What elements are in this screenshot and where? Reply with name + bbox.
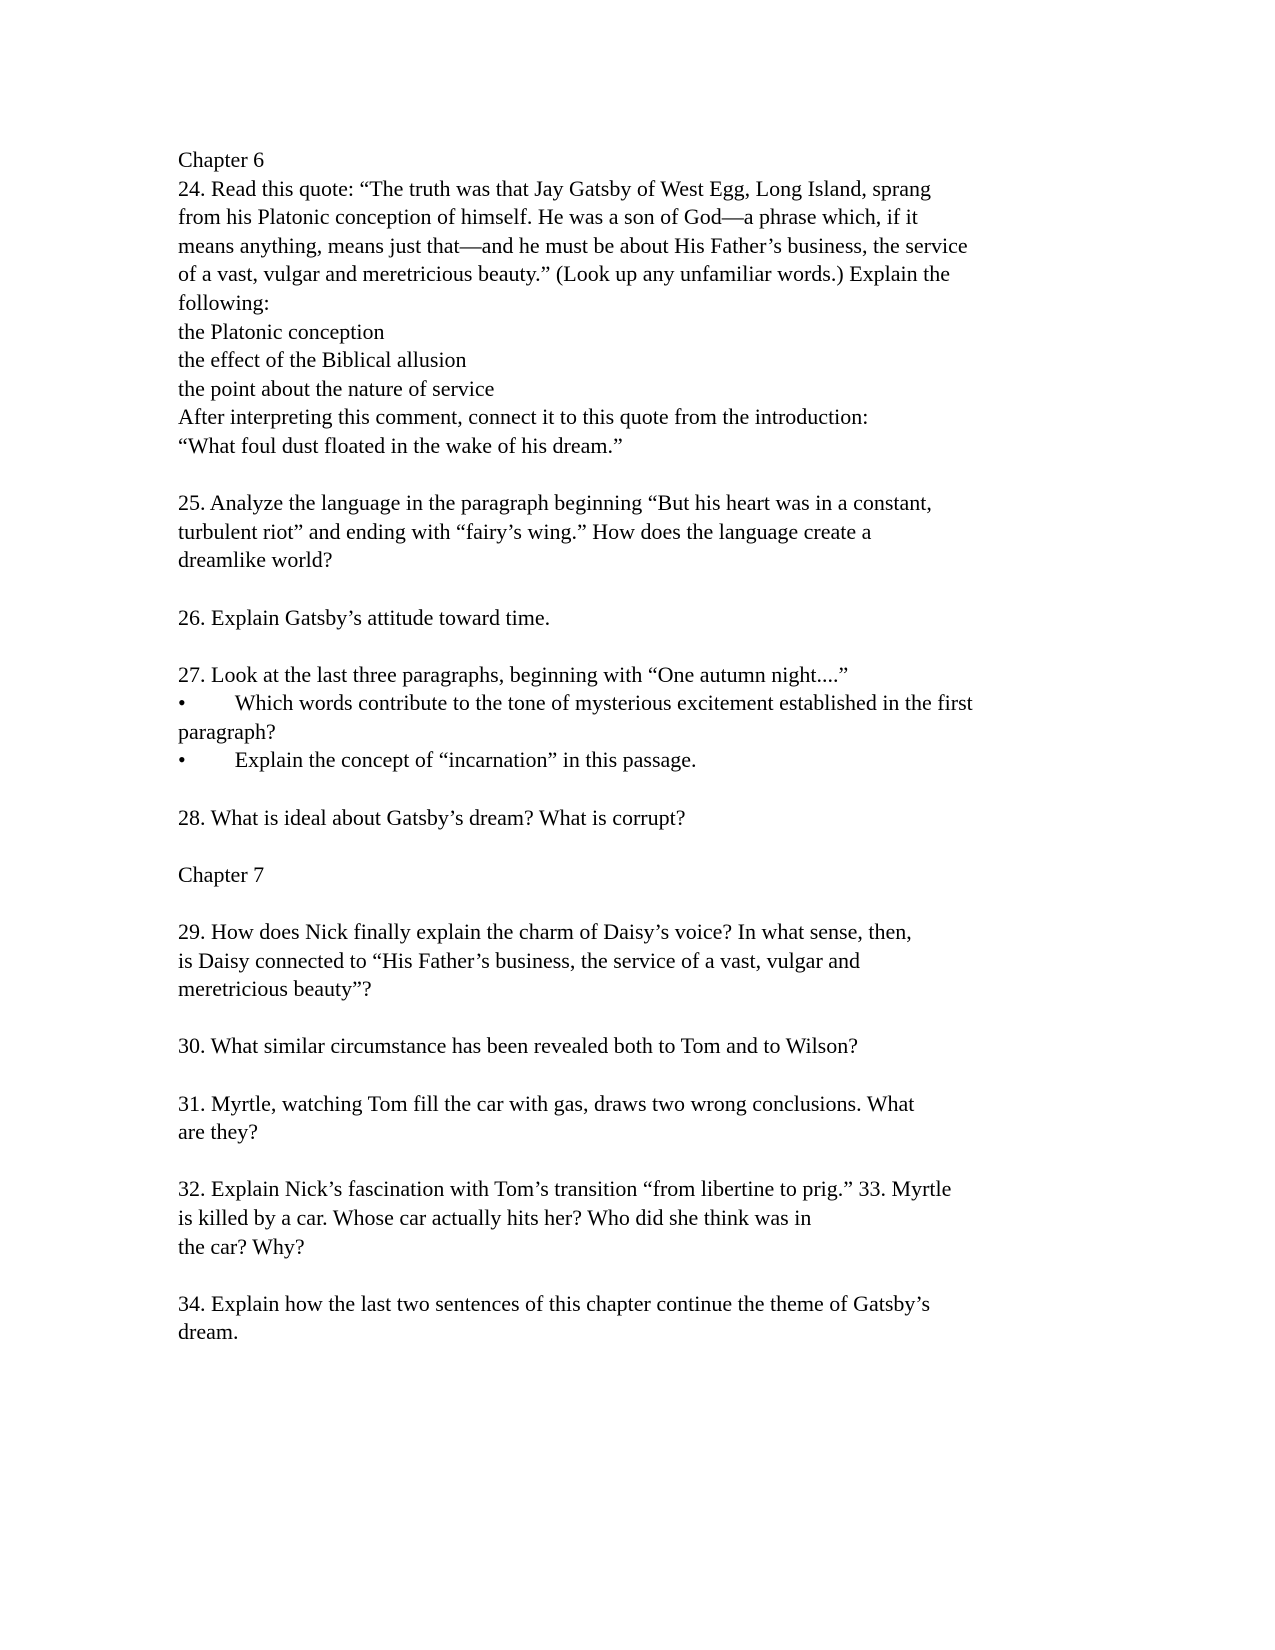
text-line: meretricious beauty”? [178,976,372,1002]
blank-line [178,575,1098,604]
blank-line [178,1147,1098,1176]
text-line: is killed by a car. Whose car actually hits her? Who did she think was in [178,1204,812,1230]
text-line: Chapter 7 [178,861,265,887]
text-line: Chapter 6 [178,147,265,172]
blank-line [178,889,1098,918]
bullet-item-text: Explain the concept of “incarnation” in this passage. [234,747,697,773]
text-line: 31. Myrtle, watching Tom fill the car with gas, draws two wrong conclusions. What [178,1090,915,1116]
text-line: from his Platonic conception of himself. He was a son of God—a phrase which, if it [178,204,918,230]
bullet-item-text: Which words contribute to the tone of mysterious excitement established in the first [234,690,973,716]
text-line: 34. Explain how the last two sentences of this chapter continue the theme of Gatsby’s [178,1290,931,1316]
text-line: 30. What similar circumstance has been revealed both to Tom and to Wilson? [178,1033,859,1059]
text-line: is Daisy connected to “His Father’s business, the service of a vast, vulgar and [178,947,861,973]
text-line: paragraph? [178,718,276,744]
text-line: 29. How does Nick finally explain the charm of Daisy’s voice? In what sense, then, [178,919,912,945]
text-line: 26. Explain Gatsby’s attitude toward time. [178,604,551,630]
text-line: are they? [178,1119,258,1145]
blank-line [178,1261,1098,1290]
bullet-icon: • [178,690,186,716]
text-line: 32. Explain Nick’s fascination with Tom’s transition “from libertine to prig.” 33. Myrtle [178,1176,952,1202]
blank-line [178,461,1098,490]
blank-line [178,832,1098,861]
bullet-line [178,689,1098,718]
text-line: 24. Read this quote: “The truth was that Jay Gatsby of West Egg, Long Island, sprang [178,175,932,201]
text-line: the car? Why? [178,1233,305,1259]
text-line: 25. Analyze the language in the paragraph beginning “But his heart was in a constant, [178,490,932,516]
blank-line [178,1004,1098,1033]
text-line: the effect of the Biblical allusion [178,347,467,373]
text-line: turbulent riot” and ending with “fairy’s wing.” How does the language create a [178,518,872,544]
text-line: of a vast, vulgar and meretricious beauty.” (Look up any unfamiliar words.) Explain the [178,261,950,287]
text-line: dreamlike world? [178,547,333,573]
text-line: 27. Look at the last three paragraphs, beginning with “One autumn night....” [178,661,849,687]
text-line: 28. What is ideal about Gatsby’s dream? What is corrupt? [178,804,686,830]
text-line: After interpreting this comment, connect it to this quote from the introduction: [178,404,869,430]
blank-line [178,1061,1098,1090]
text-line: the Platonic conception [178,318,385,344]
text-line: “What foul dust floated in the wake of his dream.” [178,432,623,458]
blank-line [178,775,1098,804]
bullet-line [178,746,1098,775]
bullet-icon: • [178,747,186,773]
blank-line [178,632,1098,661]
text-line: means anything, means just that—and he must be about His Father’s business, the service [178,232,968,258]
study-questions-text [178,146,1098,1347]
text-line: the point about the nature of service [178,375,495,401]
text-line: dream. [178,1319,239,1345]
text-line: following: [178,289,270,315]
